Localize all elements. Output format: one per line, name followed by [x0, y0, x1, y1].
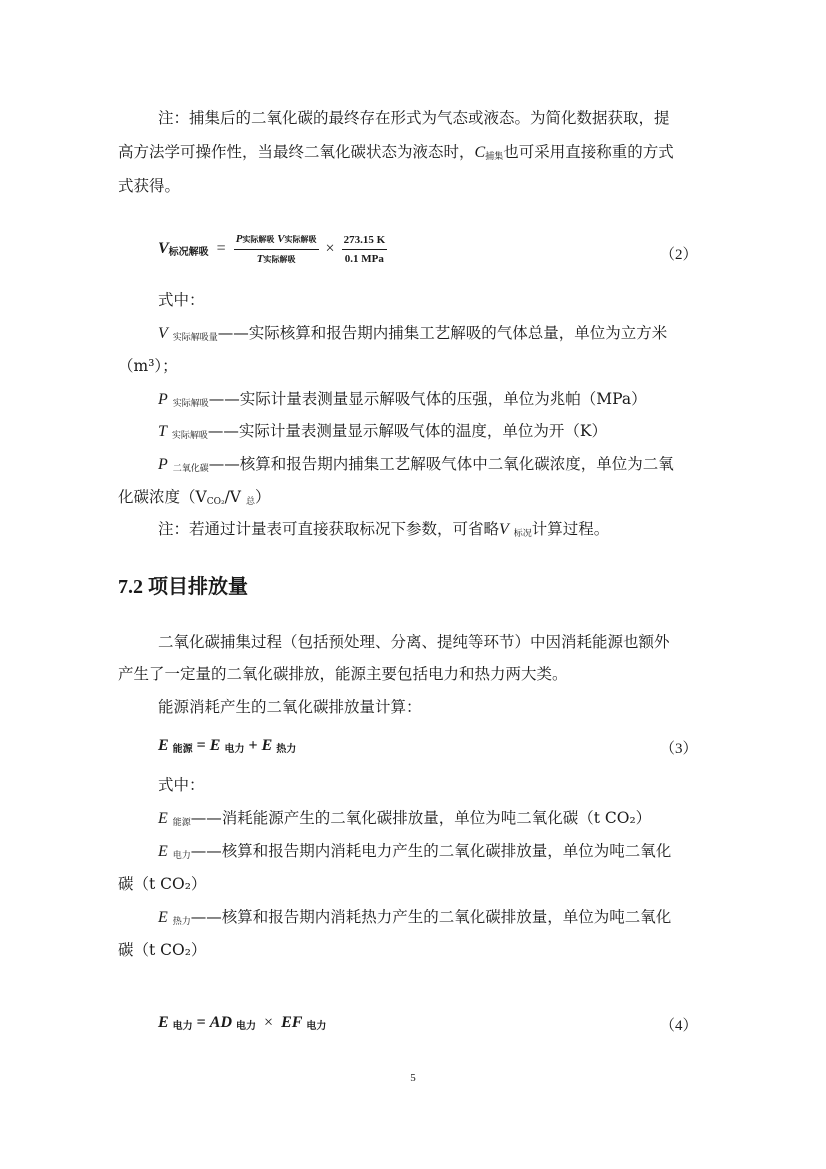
def-e-electricity-cont: 碳（t CO₂） — [118, 875, 207, 893]
def-p-co2-cont: 化碳浓度（VCO₂/V 总） — [118, 488, 271, 507]
def-e-heat: E 热力——核算和报告期内消耗热力产生的二氧化碳排放量，单位为吨二氧化 — [158, 908, 672, 927]
equation-2: V标况解吸 = $\frac{\text{P实际解吸 V实际解吸}}{\text{T实际解吸}}$ × $\frac{273.15 K}{\text{0.1 MPa}}$ — [158, 233, 386, 265]
page-number: 5 — [410, 1072, 416, 1084]
note1-line3: 式获得。 — [118, 177, 181, 195]
para-line3: 能源消耗产生的二氧化碳排放量计算： — [158, 698, 422, 716]
equation-4-number: （4） — [660, 1018, 698, 1034]
def-p: P 实际解吸——实际计量表测量显示解吸气体的压强，单位为兆帕（MPa） — [158, 390, 647, 409]
para-line1: 二氧化碳捕集过程（包括预处理、分离、提纯等环节）中因消耗能源也额外 — [158, 633, 670, 651]
def-e-heat-cont: 碳（t CO₂） — [118, 941, 207, 959]
defs2-where: 式中： — [158, 291, 205, 309]
eq2-fraction: $\frac{\text{P实际解吸 V实际解吸}}{\text{T实际解吸}}$ — [235, 233, 317, 265]
def-v-unit: （m³）； — [118, 357, 178, 375]
equation-3: E 能源 = E 电力 + E 热力 — [158, 737, 297, 755]
note1-line2: 高方法学可操作性，当最终二氧化碳状态为液态时，C捕集也可采用直接称重的方式 — [118, 143, 674, 162]
equation-4: E 电力 = AD 电力 × EF 电力 — [158, 1014, 327, 1032]
def-e-electricity: E 电力——核算和报告期内消耗电力产生的二氧化碳排放量，单位为吨二氧化 — [158, 842, 672, 861]
def-e-energy: E 能源——消耗能源产生的二氧化碳排放量，单位为吨二氧化碳（t CO₂） — [158, 809, 652, 828]
defs3-where: 式中： — [158, 776, 205, 794]
section-heading: 7.2 项目排放量 — [118, 576, 248, 598]
equation-2-number: （2） — [660, 247, 698, 263]
def-v: V 实际解吸量——实际核算和报告期内捕集工艺解吸的气体总量，单位为立方米 — [158, 324, 668, 343]
para-line2: 产生了一定量的二氧化碳排放，能源主要包括电力和热力两大类。 — [118, 665, 568, 683]
def-p-co2: P 二氧化碳——核算和报告期内捕集工艺解吸气体中二氧化碳浓度，单位为二氧 — [158, 455, 674, 474]
eq2-constant-fraction: $\frac{273.15 K}{\text{0.1 MPa}}$ — [343, 234, 386, 265]
note2: 注：若通过计量表可直接获取标况下参数，可省略V 标况计算过程。 — [158, 520, 610, 539]
note1-line1: 注：捕集后的二氧化碳的最终存在形式为气态或液态。为简化数据获取，提 — [158, 109, 670, 127]
equation-3-number: （3） — [660, 741, 698, 757]
def-t: T 实际解吸——实际计量表测量显示解吸气体的温度，单位为开（K） — [158, 422, 607, 441]
